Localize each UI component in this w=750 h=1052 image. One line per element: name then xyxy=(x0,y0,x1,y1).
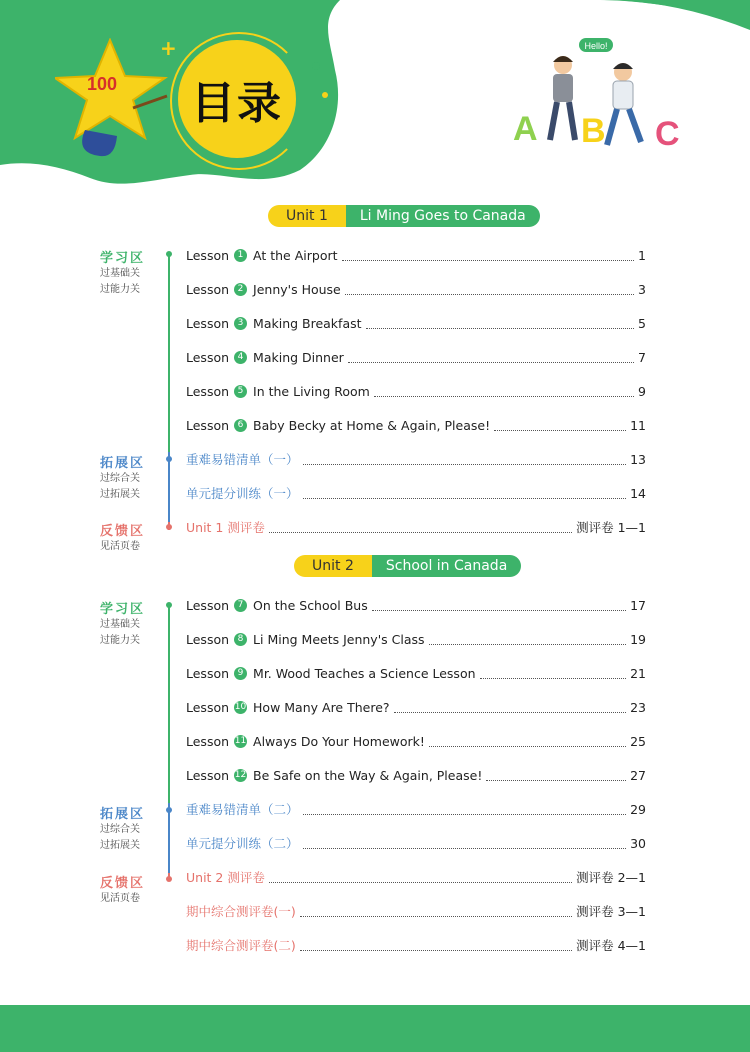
section-title: 期中综合测评卷(二) xyxy=(186,938,296,953)
timeline-dot xyxy=(166,807,172,813)
dot-leader xyxy=(480,668,627,679)
zone-title: 反馈区 xyxy=(100,876,146,891)
dot-leader xyxy=(494,420,626,431)
page-number: 23 xyxy=(630,699,646,715)
page-number: 27 xyxy=(630,767,646,783)
lesson-label: Lesson xyxy=(186,417,230,433)
page-number: 11 xyxy=(630,417,646,433)
dot-leader xyxy=(429,634,627,645)
unit-1-banner xyxy=(268,205,540,227)
page-title: 目录 xyxy=(191,78,283,129)
page-number: 29 xyxy=(630,801,646,817)
page-number: 测评卷 1—1 xyxy=(576,520,646,535)
star-mascot-icon xyxy=(55,38,170,158)
lesson-title: At the Airport xyxy=(253,247,338,263)
page-number: 3 xyxy=(638,281,646,297)
zone-sub: 过拓展关 xyxy=(100,840,140,851)
timeline-dot xyxy=(166,456,172,462)
unit-label: Unit 1 xyxy=(268,205,346,227)
toc-row[interactable] xyxy=(186,449,646,469)
toc-row[interactable] xyxy=(186,245,646,265)
lesson-number-badge: 11 xyxy=(234,735,247,746)
toc-row[interactable] xyxy=(186,663,646,683)
timeline-dot xyxy=(166,251,172,257)
dot-leader xyxy=(342,250,635,261)
section-title: Unit 1 测评卷 xyxy=(186,520,265,535)
zone-sub: 过基础关 xyxy=(100,619,140,630)
unit-2-banner xyxy=(294,555,521,577)
dot-leader xyxy=(303,454,627,465)
zone-sub: 过综合关 xyxy=(100,824,140,835)
zone-sub: 过基础关 xyxy=(100,268,140,279)
page-number: 19 xyxy=(630,631,646,647)
dot-leader xyxy=(303,838,627,849)
toc-row[interactable] xyxy=(186,935,646,955)
lesson-number-badge: 12 xyxy=(234,769,247,780)
zone-study xyxy=(100,247,156,298)
lesson-title: Li Ming Meets Jenny's Class xyxy=(253,631,425,647)
lesson-number-badge: 4 xyxy=(234,351,247,364)
zone-title: 拓展区 xyxy=(100,807,146,822)
zone-feedback xyxy=(100,520,156,555)
page-number: 测评卷 3—1 xyxy=(576,904,646,919)
lesson-title: On the School Bus xyxy=(253,597,368,613)
lesson-label: Lesson xyxy=(186,631,230,647)
zone-feedback xyxy=(100,872,156,907)
zone-title: 拓展区 xyxy=(100,456,146,471)
dot-leader xyxy=(486,770,626,781)
lesson-title: How Many Are There? xyxy=(253,699,390,715)
zone-sub: 过拓展关 xyxy=(100,489,140,500)
lesson-number-badge: 3 xyxy=(234,317,247,330)
zone-sub: 见活页卷 xyxy=(100,541,140,552)
dot-decoration xyxy=(322,92,328,98)
page-number: 5 xyxy=(638,315,646,331)
section-title: 单元提分训练（一） xyxy=(186,486,299,501)
zone-sub: 过综合关 xyxy=(100,473,140,484)
letter-c-text: C xyxy=(655,115,680,153)
dot-decoration xyxy=(312,62,320,70)
dot-leader xyxy=(345,284,634,295)
lesson-title: Making Breakfast xyxy=(253,315,362,331)
zone-title: 学习区 xyxy=(100,251,146,266)
lesson-label: Lesson xyxy=(186,665,230,681)
toc-row[interactable] xyxy=(186,867,646,887)
footer-band xyxy=(0,1005,750,1052)
letter-a-text: A xyxy=(513,110,538,148)
unit-name: School in Canada xyxy=(372,555,521,577)
section-title: Unit 2 测评卷 xyxy=(186,870,265,885)
lesson-label: Lesson xyxy=(186,315,230,331)
toc-row[interactable] xyxy=(186,381,646,401)
zone-title: 反馈区 xyxy=(100,524,146,539)
dot-leader xyxy=(269,872,572,883)
toc-row[interactable] xyxy=(186,731,646,751)
page-number: 25 xyxy=(630,733,646,749)
dot-leader xyxy=(429,736,626,747)
lesson-title: Be Safe on the Way & Again, Please! xyxy=(253,767,483,783)
letter-b-text: B xyxy=(581,112,606,150)
lesson-title: Always Do Your Homework! xyxy=(253,733,425,749)
page-number: 21 xyxy=(630,665,646,681)
toc-row[interactable] xyxy=(186,595,646,615)
lesson-number-badge: 6 xyxy=(234,419,247,432)
page-number: 17 xyxy=(630,597,646,613)
dot-leader xyxy=(300,906,572,917)
lesson-label: Lesson xyxy=(186,733,230,749)
zone-extend xyxy=(100,803,156,854)
dot-leader xyxy=(303,804,627,815)
dot-leader xyxy=(366,318,635,329)
dot-leader xyxy=(374,386,634,397)
toc-row[interactable] xyxy=(186,279,646,299)
toc-row[interactable] xyxy=(186,313,646,333)
timeline-dot xyxy=(166,524,172,530)
page-number: 9 xyxy=(638,383,646,399)
page-number: 13 xyxy=(630,451,646,467)
timeline-line xyxy=(168,603,170,803)
lesson-title: Baby Becky at Home & Again, Please! xyxy=(253,417,491,433)
toc-row[interactable] xyxy=(186,415,646,435)
timeline-line xyxy=(168,252,170,452)
hello-bubble-text: Hello! xyxy=(584,41,608,51)
lesson-number-badge: 7 xyxy=(234,599,247,612)
lesson-number-badge: 8 xyxy=(234,633,247,646)
toc-row[interactable] xyxy=(186,517,646,537)
page-number: 测评卷 2—1 xyxy=(576,870,646,885)
dot-leader xyxy=(372,600,626,611)
timeline-line xyxy=(168,452,170,522)
zone-study xyxy=(100,598,156,649)
timeline-dot xyxy=(166,876,172,882)
lesson-number-badge: 5 xyxy=(234,385,247,398)
star-badge-text: 100 xyxy=(87,74,118,94)
unit-name: Li Ming Goes to Canada xyxy=(346,205,540,227)
lesson-label: Lesson xyxy=(186,349,230,365)
lesson-label: Lesson xyxy=(186,247,230,263)
lesson-title: Making Dinner xyxy=(253,349,344,365)
dot-leader xyxy=(300,940,572,951)
plus-decoration-icon: + xyxy=(160,36,177,60)
toc-row[interactable] xyxy=(186,697,646,717)
zone-extend xyxy=(100,452,156,503)
unit-label: Unit 2 xyxy=(294,555,372,577)
lesson-label: Lesson xyxy=(186,597,230,613)
page-number: 测评卷 4—1 xyxy=(576,938,646,953)
section-title: 单元提分训练（二） xyxy=(186,836,299,851)
lesson-number-badge: 2 xyxy=(234,283,247,296)
page-number: 30 xyxy=(630,835,646,851)
zone-sub: 见活页卷 xyxy=(100,893,140,904)
page-number: 1 xyxy=(638,247,646,263)
timeline-dot xyxy=(166,602,172,608)
lesson-number-badge: 10 xyxy=(234,701,247,712)
toc-row[interactable] xyxy=(186,483,646,503)
toc-row[interactable] xyxy=(186,901,646,921)
lesson-title: In the Living Room xyxy=(253,383,370,399)
lesson-label: Lesson xyxy=(186,767,230,783)
section-title: 重难易错清单（一） xyxy=(186,452,299,467)
toc-row[interactable] xyxy=(186,629,646,649)
toc-row[interactable] xyxy=(186,347,646,367)
lesson-label: Lesson xyxy=(186,699,230,715)
toc-row[interactable] xyxy=(186,799,646,819)
dot-leader xyxy=(303,488,627,499)
page-number: 14 xyxy=(630,485,646,501)
kids-illustration-icon xyxy=(495,30,700,165)
section-title: 期中综合测评卷(一) xyxy=(186,904,296,919)
zone-sub: 过能力关 xyxy=(100,284,140,295)
page-number: 7 xyxy=(638,349,646,365)
toc-row[interactable] xyxy=(186,765,646,785)
toc-row[interactable] xyxy=(186,833,646,853)
dot-leader xyxy=(394,702,627,713)
lesson-number-badge: 1 xyxy=(234,249,247,262)
lesson-number-badge: 9 xyxy=(234,667,247,680)
dot-leader xyxy=(269,522,572,533)
lesson-title: Mr. Wood Teaches a Science Lesson xyxy=(253,665,476,681)
page-title-badge xyxy=(178,40,296,158)
lesson-label: Lesson xyxy=(186,383,230,399)
zone-title: 学习区 xyxy=(100,602,146,617)
zone-sub: 过能力关 xyxy=(100,635,140,646)
section-title: 重难易错清单（二） xyxy=(186,802,299,817)
dot-leader xyxy=(348,352,634,363)
timeline-line xyxy=(168,803,170,873)
lesson-title: Jenny's House xyxy=(253,281,341,297)
lesson-label: Lesson xyxy=(186,281,230,297)
